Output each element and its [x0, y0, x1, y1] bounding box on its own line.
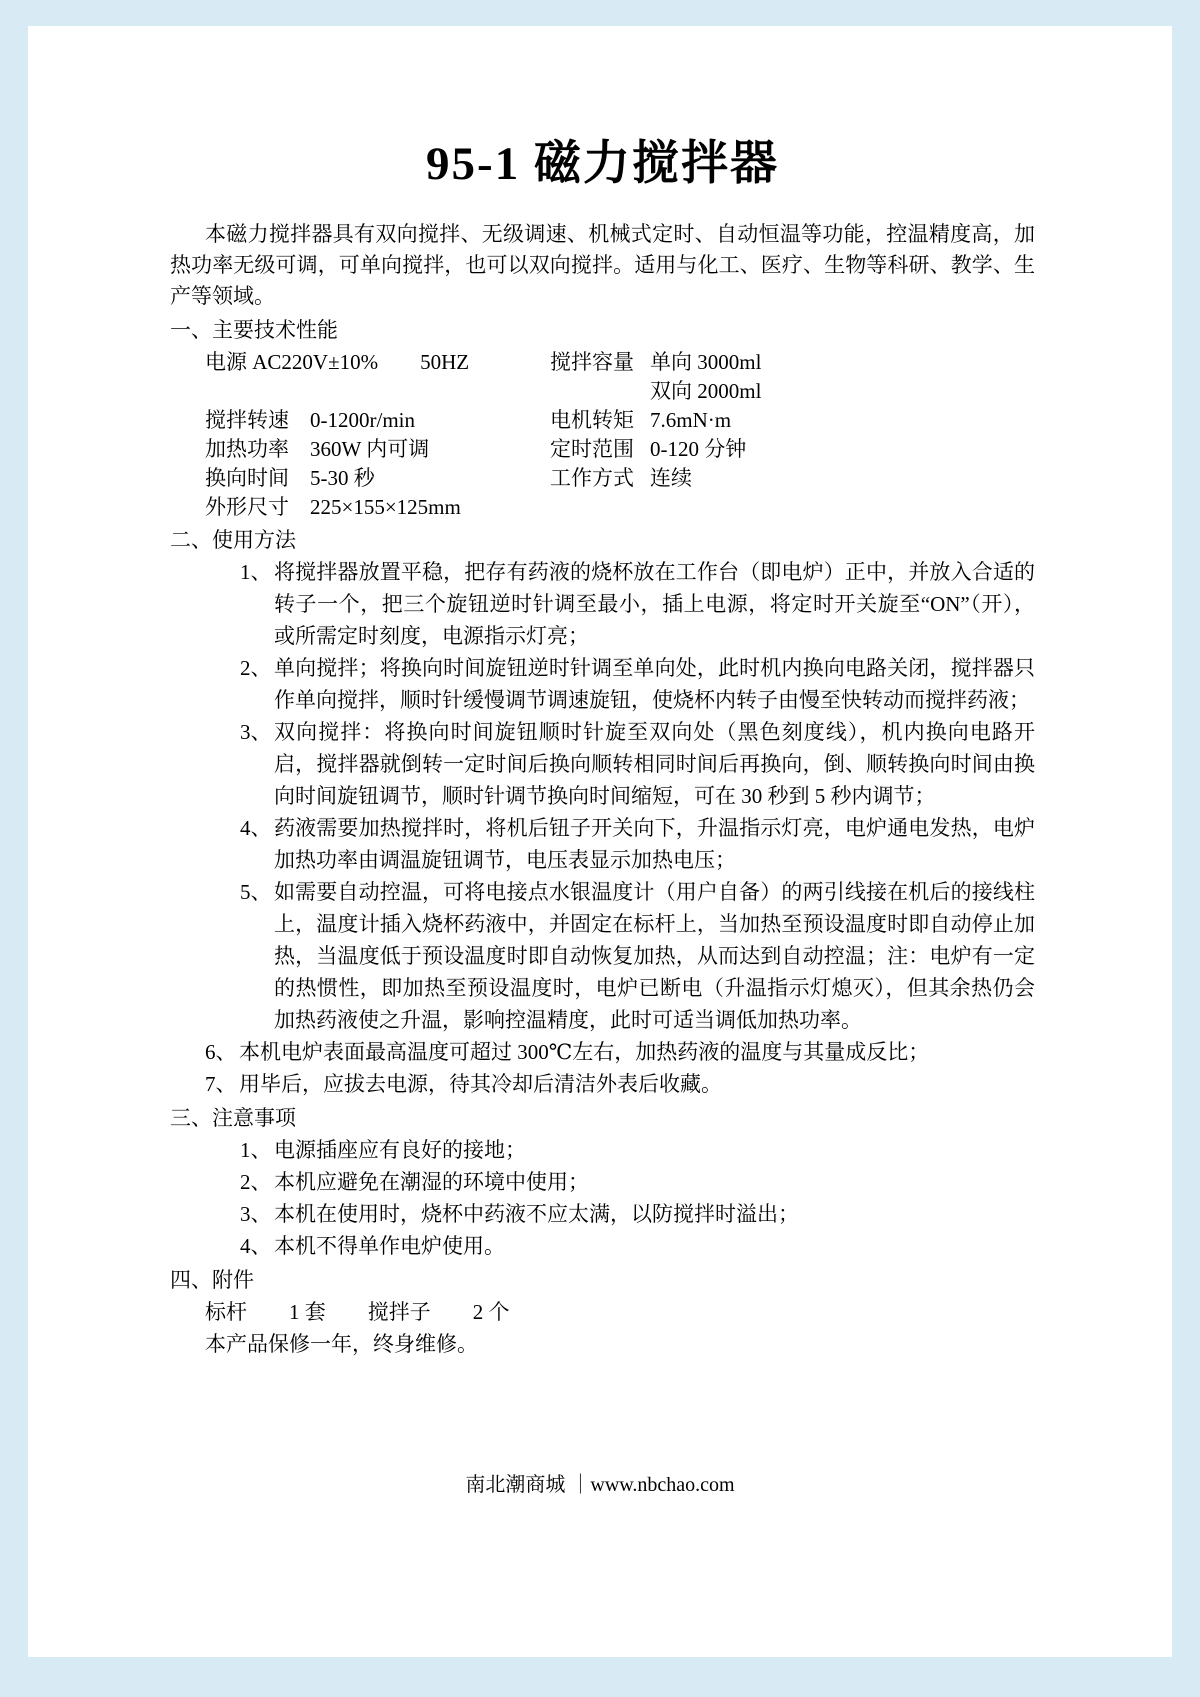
- spec-right-value: 连续: [650, 466, 692, 490]
- note-item: [240, 1134, 1035, 1166]
- item-number: 1、: [240, 560, 272, 584]
- spec-row: [205, 348, 1035, 377]
- spec-left-cell: 加热功率 360W 内可调: [205, 437, 430, 461]
- item-text: 药液需要加热搅拌时，将机后钮子开关向下，升温指示灯亮，电炉通电发热，电炉加热功率由调温旋钮调节，电压表显示加热电压；: [274, 816, 1035, 872]
- note-item: [240, 1230, 1035, 1262]
- item-number: 7、: [205, 1072, 237, 1096]
- document-page: [28, 26, 1172, 1657]
- section-heading-accessories: 四、附件: [170, 1268, 254, 1292]
- spec-left-cell: 搅拌转速 0-1200r/min: [205, 408, 415, 432]
- spec-right-label: 搅拌容量: [550, 350, 634, 374]
- item-number: 3、: [240, 720, 272, 744]
- document-content: [28, 26, 1172, 1360]
- item-number: 5、: [240, 880, 272, 904]
- intro-paragraph: 本磁力搅拌器具有双向搅拌、无级调速、机械式定时、自动恒温等功能，控温精度高，加热功率无级可调，可单向搅拌，也可以双向搅拌。适用与化工、医疗、生物等科研、教学、生产等领域。: [170, 222, 1035, 308]
- usage-item: [205, 1068, 1035, 1100]
- item-text: 用毕后，应拔去电源，待其冷却后清洁外表后收藏。: [239, 1072, 722, 1096]
- spec-right-value: 7.6mN·m: [650, 408, 732, 432]
- spec-row: [205, 377, 1035, 406]
- item-number: 2、: [240, 1170, 272, 1194]
- accessory-line: 标杆 1 套 搅拌子 2 个: [205, 1300, 510, 1324]
- page-footer: 南北潮商城 ｜www.nbchao.com: [465, 1474, 735, 1496]
- item-text: 本机应避免在潮湿的环境中使用；: [274, 1170, 589, 1194]
- spec-left-cell: 电源 AC220V±10% 50HZ: [205, 350, 470, 374]
- spec-right-label: 工作方式: [550, 466, 634, 490]
- spec-right-label: 定时范围: [550, 437, 634, 461]
- item-text: 本机在使用时，烧杯中药液不应太满，以防搅拌时溢出；: [274, 1202, 799, 1226]
- item-text: 将搅拌器放置平稳，把存有药液的烧杯放在工作台（即电炉）正中，并放入合适的转子一个，把三个旋钮逆时针调至最小，插上电源，将定时开关旋至“ON”（开），或所需定时刻度，电源指示灯亮；: [274, 560, 1035, 648]
- item-number: 6、: [205, 1040, 237, 1064]
- item-text: 电源插座应有良好的接地；: [274, 1138, 526, 1162]
- item-number: 1、: [240, 1138, 272, 1162]
- usage-item: [240, 812, 1035, 876]
- item-text: 本机不得单作电炉使用。: [274, 1234, 505, 1258]
- usage-item: [240, 556, 1035, 652]
- item-number: 2、: [240, 656, 272, 680]
- spec-right-value: 0-120 分钟: [650, 437, 747, 461]
- usage-item: [240, 716, 1035, 812]
- spec-right-label: 电机转矩: [550, 408, 634, 432]
- note-item: [240, 1166, 1035, 1198]
- spec-right-value: 单向 3000ml: [650, 350, 762, 374]
- spec-left-cell: 外形尺寸 225×155×125mm: [205, 495, 461, 519]
- spec-row: [205, 493, 1035, 522]
- spec-table: [205, 348, 1035, 522]
- usage-item: [205, 1036, 1035, 1068]
- section-heading-notes: 三、注意事项: [170, 1106, 296, 1130]
- section-heading-usage: 二、使用方法: [170, 528, 296, 552]
- spec-row: [205, 464, 1035, 493]
- note-item: [240, 1198, 1035, 1230]
- usage-item: [240, 876, 1035, 1036]
- item-number: 3、: [240, 1202, 272, 1226]
- spec-row: [205, 435, 1035, 464]
- spec-right-value: 双向 2000ml: [650, 379, 762, 403]
- spec-row: [205, 406, 1035, 435]
- item-number: 4、: [240, 1234, 272, 1258]
- item-text: 单向搅拌；将换向时间旋钮逆时针调至单向处，此时机内换向电路关闭，搅拌器只作单向搅拌，顺时针缓慢调节调速旋钮，使烧杯内转子由慢至快转动而搅拌药液；: [274, 656, 1035, 712]
- spec-left-cell: [205, 377, 550, 406]
- item-text: 本机电炉表面最高温度可超过 300℃左右，加热药液的温度与其量成反比；: [239, 1040, 930, 1064]
- accessory-line: 本产品保修一年，终身维修。: [205, 1332, 478, 1356]
- spec-right-label: [550, 377, 650, 406]
- section-heading-specs: 一、主要技术性能: [170, 318, 338, 342]
- spec-right-label: [550, 493, 650, 522]
- usage-item: [240, 652, 1035, 716]
- item-text: 双向搅拌：将换向时间旋钮顺时针旋至双向处（黑色刻度线），机内换向电路开启，搅拌器就倒转一定时间后换向顺转相同时间后再换向，倒、顺转换向时间由换向时间旋钮调节，顺时针调节换向时间缩短，可在 30 秒到 5 秒内调节；: [274, 720, 1035, 808]
- item-text: 如需要自动控温，可将电接点水银温度计（用户自备）的两引线接在机后的接线柱上，温度计插入烧杯药液中，并固定在标杆上，当加热至预设温度时即自动停止加热，当温度低于预设温度时即自动恢复加热，从而达到自动控温；注：电炉有一定的热惯性，即加热至预设温度时，电炉已断电（升温指示灯熄灭），但其余热仍会加热药液使之升温，影响控温精度，此时可适当调低加热功率。: [274, 880, 1035, 1032]
- page-title: 95-1 磁力搅拌器: [426, 138, 779, 190]
- item-number: 4、: [240, 816, 272, 840]
- spec-left-cell: 换向时间 5-30 秒: [205, 466, 375, 490]
